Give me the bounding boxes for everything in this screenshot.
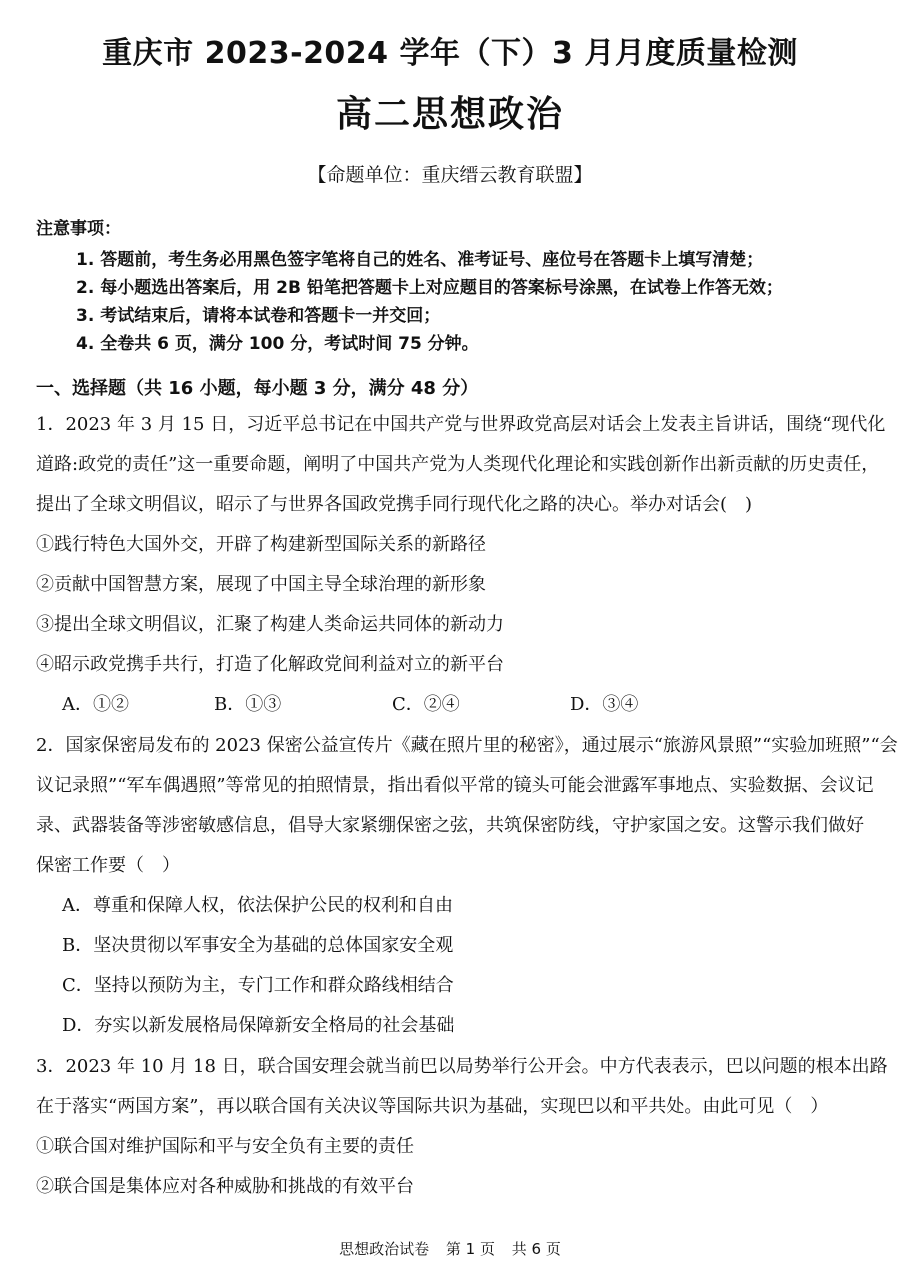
question-2-option-d: D．夯实以新发展格局保障新安全格局的社会基础 bbox=[62, 1015, 455, 1036]
question-3-stem-line: 在于落实“两国方案”，再以联合国有关决议等国际共识为基础，实现巴以和平共处。由此可见（ ） bbox=[36, 1096, 829, 1117]
question-1-statement: ②贡献中国智慧方案，展现了中国主导全球治理的新形象 bbox=[36, 574, 486, 595]
section-heading: 一、选择题（共 16 小题，每小题 3 分，满分 48 分） bbox=[36, 378, 479, 399]
notice-item: 2. 每小题选出答案后，用 2B 铅笔把答题卡上对应题目的答案标号涂黑，在试卷上作答无效； bbox=[76, 278, 783, 298]
question-3-statement: ①联合国对维护国际和平与安全负有主要的责任 bbox=[36, 1136, 414, 1157]
question-2-option-b: B．坚决贯彻以军事安全为基础的总体国家安全观 bbox=[62, 935, 454, 956]
page-footer bbox=[0, 1238, 900, 1259]
question-2-stem-line: 录、武器装备等涉密敏感信息，倡导大家紧绷保密之弦，共筑保密防线，守护家国之安。这警示我们做好 bbox=[36, 815, 864, 836]
question-3-statement: ②联合国是集体应对各种威胁和挑战的有效平台 bbox=[36, 1176, 414, 1197]
question-1-option-d: D．③④ bbox=[570, 694, 639, 715]
question-1-stem-line: 道路:政党的责任”这一重要命题，阐明了中国共产党为人类现代化理论和实践创新作出新贡献的历史责任， bbox=[36, 454, 880, 475]
setter-unit: 【命题单位：重庆缙云教育联盟】 bbox=[307, 164, 593, 186]
question-2-option-c: C．坚持以预防为主，专门工作和群众路线相结合 bbox=[62, 975, 454, 996]
question-1-stem-line: 1．2023 年 3 月 15 日，习近平总书记在中国共产党与世界政党高层对话会上发表主旨讲话，围绕“现代化 bbox=[36, 414, 886, 435]
exam-title: 重庆市 2023-2024 学年（下）3 月月度质量检测 bbox=[102, 36, 798, 71]
question-1-option-b: B．①③ bbox=[214, 694, 282, 715]
question-1-option-a: A．①② bbox=[62, 694, 129, 715]
subject-title: 高二思想政治 bbox=[335, 94, 564, 135]
question-2-option-a: A．尊重和保障人权，依法保护公民的权利和自由 bbox=[62, 895, 453, 916]
question-2-stem-line: 议记录照”“军车偶遇照”等常见的拍照情景，指出看似平常的镜头可能会泄露军事地点、实验数据、会议记 bbox=[36, 775, 874, 796]
question-1-option-c: C．②④ bbox=[392, 694, 460, 715]
question-1-statement: ③提出全球文明倡议，汇聚了构建人类命运共同体的新动力 bbox=[36, 614, 504, 635]
question-2-stem-line: 保密工作要（ ） bbox=[36, 855, 180, 876]
notice-item: 3. 考试结束后，请将本试卷和答题卡一并交回； bbox=[76, 306, 441, 326]
footer-page-number: 第 1 页 bbox=[445, 1240, 495, 1258]
question-3-stem-line: 3．2023 年 10 月 18 日，联合国安理会就当前巴以局势举行公开会。中方代表表示，巴以问题的根本出路 bbox=[36, 1056, 888, 1077]
notice-item: 4. 全卷共 6 页，满分 100 分，考试时间 75 分钟。 bbox=[76, 334, 479, 354]
footer-page-total: 共 6 页 bbox=[511, 1240, 561, 1258]
question-1-statement: ④昭示政党携手共行，打造了化解政党间利益对立的新平台 bbox=[36, 654, 504, 675]
notice-item: 1. 答题前，考生务必用黑色签字笔将自己的姓名、准考证号、座位号在答题卡上填写清楚； bbox=[76, 250, 764, 270]
notice-heading: 注意事项： bbox=[36, 219, 121, 239]
footer-subject: 思想政治试卷 bbox=[339, 1240, 430, 1258]
question-1-statement: ①践行特色大国外交，开辟了构建新型国际关系的新路径 bbox=[36, 534, 486, 555]
question-2-stem-line: 2．国家保密局发布的 2023 保密公益宣传片《藏在照片里的秘密》，通过展示“旅游风景照”“实验加班照”“会 bbox=[36, 735, 898, 756]
question-1-stem-line: 提出了全球文明倡议，昭示了与世界各国政党携手同行现代化之路的决心。举办对话会( ) bbox=[36, 494, 753, 515]
